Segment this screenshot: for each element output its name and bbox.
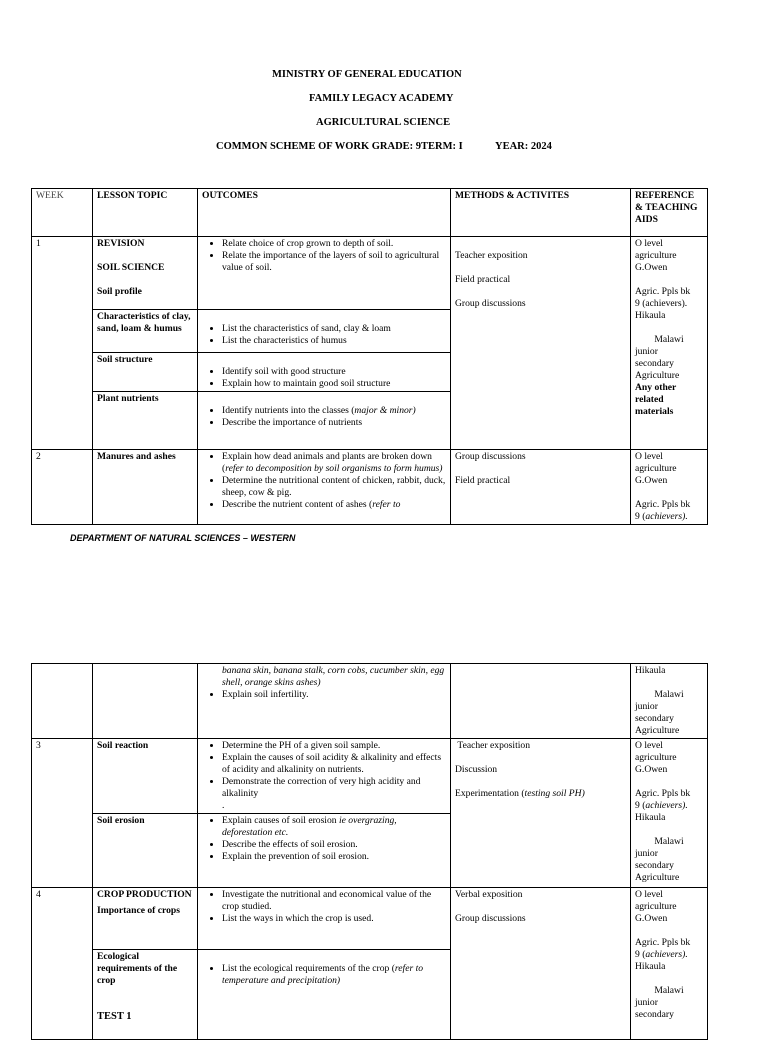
topic-cell: Plant nutrients — [93, 392, 198, 450]
topic-cell: Characteristics of clay, sand, loam & humus — [93, 310, 198, 353]
reference-cell: O level agriculture G.Owen Agric. Ppls bk 9 (achievers). — [631, 450, 708, 525]
doc-scheme: COMMON SCHEME OF WORK GRADE: 9TERM: I — [216, 141, 463, 152]
methods-cell — [451, 664, 631, 739]
topic-cell: Manures and ashes — [93, 450, 198, 525]
topic-cell: CROP PRODUCTION Importance of crops — [93, 888, 198, 950]
col-week-header: WEEK — [32, 189, 93, 237]
scheme-table-page-1 — [31, 188, 708, 525]
outcomes-cell: • Determine the PH of a given soil sample. • Explain the causes of soil acidity & alkalinity and effects of acidity and alkalinity on nutrients. • Demonstrate the correction of very high acidity and alkalinity . — [198, 739, 451, 814]
table-row — [32, 739, 708, 814]
table-row — [32, 888, 708, 950]
topic-cell: Soil reaction — [93, 739, 198, 814]
outcomes-cell: • Explain causes of soil erosion ie overgrazing, deforestation etc. • Describe the effects of soil erosion. • Explain the prevention of soil erosion. — [198, 814, 451, 888]
week-cell: 4 — [32, 888, 93, 1040]
scheme-table-page-2 — [31, 663, 708, 1040]
methods-cell: Teacher exposition Field practical Group discussions — [451, 237, 631, 450]
reference-cell: O level agriculture G.Owen Agric. Ppls bk 9 (achievers). Hikaula Malawi junior secondary Agriculture — [631, 739, 708, 888]
table-row — [32, 664, 708, 739]
table-header-row — [32, 189, 708, 237]
outcomes-cell: • Investigate the nutritional and economical value of the crop studied. • List the ways in which the crop is used. — [198, 888, 451, 950]
methods-cell: Group discussions Field practical — [451, 450, 631, 525]
topic-cell: Ecological requirements of the crop TEST 1 — [93, 950, 198, 1040]
reference-cell: Hikaula Malawi junior secondary Agriculture — [631, 664, 708, 739]
col-outcomes-header: OUTCOMES — [198, 189, 451, 237]
topic-cell: Soil erosion — [93, 814, 198, 888]
col-methods-header: METHODS & ACTIVITES — [451, 189, 631, 237]
department-footer: DEPARTMENT OF NATURAL SCIENCES – WESTERN — [70, 533, 296, 543]
outcomes-cell: • Identify nutrients into the classes (major & minor) • Describe the importance of nutrients — [198, 392, 451, 450]
week-cell — [32, 664, 93, 739]
doc-ministry: MINISTRY OF GENERAL EDUCATION — [272, 69, 462, 80]
outcomes-cell: • Identify soil with good structure • Explain how to maintain good soil structure — [198, 353, 451, 392]
reference-cell: O level agriculture G.Owen Agric. Ppls bk 9 (achievers). Hikaula Malawi junior secondary Agriculture Any other related materials — [631, 237, 708, 450]
col-topic-header: LESSON TOPIC — [93, 189, 198, 237]
table-row — [32, 237, 708, 310]
outcomes-cell: • Relate choice of crop grown to depth of soil. • Relate the importance of the layers of soil to agricultural value of soil. — [198, 237, 451, 310]
outcomes-cell: • List the ecological requirements of the crop (refer to temperature and precipitation) — [198, 950, 451, 1040]
topic-cell: Soil structure — [93, 353, 198, 392]
reference-cell: O level agriculture G.Owen Agric. Ppls bk 9 (achievers). Hikaula Malawi junior secondary — [631, 888, 708, 1040]
outcomes-cell: • Explain how dead animals and plants are broken down (refer to decomposition by soil organisms to form humus) • Determine the nutritional content of chicken, rabbit, duck, sheep, cow & pig. • Describe the nutrient content of ashes (refer to — [198, 450, 451, 525]
table-row — [32, 450, 708, 525]
doc-year: YEAR: 2024 — [495, 141, 552, 152]
doc-school: FAMILY LEGACY ACADEMY — [309, 93, 454, 104]
topic-cell — [93, 664, 198, 739]
outcomes-cell: • List the characteristics of sand, clay & loam • List the characteristics of humus — [198, 310, 451, 353]
week-cell: 2 — [32, 450, 93, 525]
outcomes-cell: banana skin, banana stalk, corn cobs, cucumber skin, egg shell, orange skins ashes) • Explain soil infertility. — [198, 664, 451, 739]
topic-cell: REVISION SOIL SCIENCE Soil profile — [93, 237, 198, 310]
week-cell: 3 — [32, 739, 93, 888]
methods-cell: Teacher exposition Discussion Experimentation (testing soil PH) — [451, 739, 631, 888]
methods-cell: Verbal exposition Group discussions — [451, 888, 631, 1040]
week-cell: 1 — [32, 237, 93, 450]
doc-subject: AGRICULTURAL SCIENCE — [316, 117, 451, 128]
col-reference-header: REFERENCE & TEACHING AIDS — [631, 189, 708, 237]
